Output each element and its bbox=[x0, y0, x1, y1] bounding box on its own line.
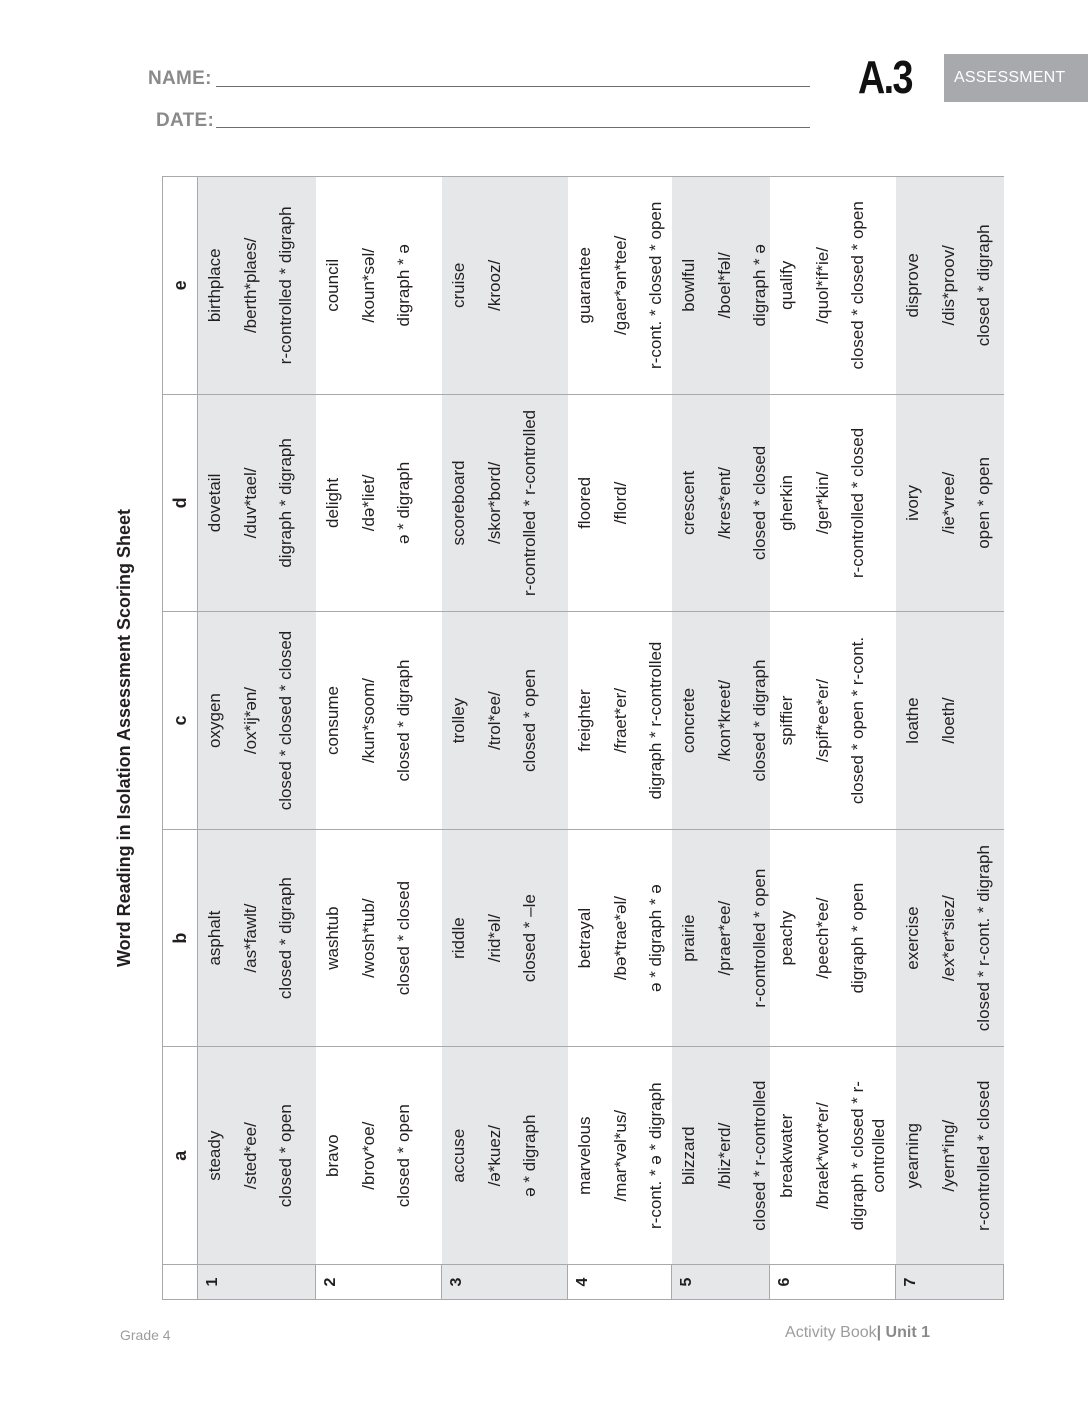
cell-word: cruise bbox=[448, 262, 468, 308]
cell-syllable-types: closed * digraph bbox=[393, 659, 413, 782]
cell-5b bbox=[672, 829, 770, 1047]
cell-phonetic: /flord/ bbox=[610, 481, 630, 525]
cell-phonetic: /sted*ee/ bbox=[241, 1122, 260, 1190]
footer-unit: | Unit 1 bbox=[876, 1324, 930, 1341]
cell-5d bbox=[672, 394, 770, 612]
cell-word: marvelous bbox=[574, 1116, 594, 1195]
cell-syllable-types: closed * digraph bbox=[749, 659, 769, 782]
cell-word: freighter bbox=[574, 689, 594, 752]
cell-7b bbox=[896, 829, 1004, 1047]
cell-word: riddle bbox=[448, 917, 468, 959]
cell-word: guarantee bbox=[574, 247, 594, 324]
cell-syllable-types: ə * digraph * ə bbox=[645, 884, 665, 992]
cell-phonetic: /kun*soom/ bbox=[358, 678, 378, 764]
cell-3d bbox=[442, 394, 568, 612]
row-number: 7 bbox=[896, 1265, 1004, 1300]
cell-word: ivory bbox=[902, 484, 922, 521]
cell-phonetic: /fraet*er/ bbox=[610, 687, 630, 754]
column-header-a: a bbox=[163, 1047, 198, 1265]
cell-phonetic: /rid*əl/ bbox=[484, 914, 504, 963]
cell-2a bbox=[316, 1047, 442, 1265]
cell-phonetic: /as*fawlt/ bbox=[241, 903, 260, 973]
cell-syllable-types: closed * r-cont. * digraph bbox=[973, 845, 993, 1032]
cell-2e bbox=[316, 177, 442, 395]
cell-word: gherkin bbox=[776, 475, 796, 531]
cell-word: birthplace bbox=[205, 248, 224, 323]
footer-book bbox=[785, 1324, 930, 1342]
cell-syllable-types: ə * digraph bbox=[519, 1114, 539, 1197]
name-line[interactable] bbox=[216, 86, 810, 87]
cell-3e bbox=[442, 177, 568, 395]
cell-6c bbox=[770, 612, 896, 830]
cell-word: scoreboard bbox=[448, 460, 468, 546]
cell-word: council bbox=[322, 258, 342, 312]
row-number: 6 bbox=[770, 1265, 896, 1300]
cell-phonetic: /ex*er*siez/ bbox=[938, 895, 958, 982]
cell-phonetic: /də*liet/ bbox=[358, 474, 378, 532]
cell-5c bbox=[672, 612, 770, 830]
cell-4e bbox=[568, 177, 672, 395]
cell-phonetic: /duv*tael/ bbox=[241, 467, 260, 539]
cell-syllable-types: r-cont. * closed * open bbox=[645, 201, 665, 369]
cell-word: dovetail bbox=[205, 473, 224, 533]
cell-phonetic: /wosh*tub/ bbox=[358, 898, 378, 978]
cell-syllable-types: digraph * closed * r-controlled bbox=[847, 1081, 888, 1231]
cell-syllable-types: closed * closed * closed bbox=[276, 630, 295, 811]
cell-4d bbox=[568, 394, 672, 612]
table-row bbox=[198, 177, 316, 1300]
cell-4b bbox=[568, 829, 672, 1047]
cell-6b bbox=[770, 829, 896, 1047]
cell-phonetic: /loeth/ bbox=[938, 697, 958, 744]
cell-word: prairie bbox=[678, 914, 698, 962]
cell-syllable-types: closed * digraph bbox=[276, 877, 295, 1000]
cell-1b bbox=[198, 829, 316, 1047]
row-number: 5 bbox=[672, 1265, 770, 1300]
table-row bbox=[316, 177, 442, 1300]
cell-syllable-types: digraph * open bbox=[847, 882, 867, 994]
name-label: NAME: bbox=[148, 68, 212, 89]
cell-syllable-types: r-controlled * closed bbox=[973, 1080, 993, 1231]
cell-word: washtub bbox=[322, 906, 342, 970]
cell-word: crescent bbox=[678, 470, 698, 536]
cell-syllable-types: r-cont. * ə * digraph bbox=[645, 1082, 665, 1229]
scoring-sheet bbox=[114, 176, 1000, 1300]
footer-book-title: Activity Book bbox=[785, 1324, 877, 1341]
cell-word: trolley bbox=[448, 697, 468, 744]
cell-7a bbox=[896, 1047, 1004, 1265]
cell-word: bravo bbox=[322, 1134, 342, 1177]
cell-1c bbox=[198, 612, 316, 830]
cell-phonetic: /krooz/ bbox=[484, 259, 504, 311]
cell-phonetic: /yern*ing/ bbox=[938, 1119, 958, 1192]
cell-syllable-types: ə * digraph bbox=[393, 461, 413, 545]
cell-syllable-types: closed * –le bbox=[519, 894, 539, 983]
cell-word: accuse bbox=[448, 1128, 468, 1183]
cell-word: qualify bbox=[776, 260, 796, 310]
table-body bbox=[198, 177, 1004, 1300]
cell-word: asphalt bbox=[205, 910, 224, 966]
cell-2b bbox=[316, 829, 442, 1047]
cell-3b bbox=[442, 829, 568, 1047]
cell-syllable-types: closed * closed * open bbox=[847, 201, 867, 370]
cell-3c bbox=[442, 612, 568, 830]
cell-syllable-types: closed * open bbox=[276, 1104, 295, 1208]
cell-4c bbox=[568, 612, 672, 830]
cell-phonetic: /praer*ee/ bbox=[714, 900, 734, 976]
cell-word: exercise bbox=[902, 906, 922, 970]
cell-word: delight bbox=[322, 477, 342, 528]
activity-code: A.3 bbox=[858, 51, 912, 103]
cell-syllable-types: digraph * r-controlled bbox=[645, 641, 665, 800]
cell-phonetic: /kon*kreet/ bbox=[714, 679, 734, 762]
column-header-e: e bbox=[163, 177, 198, 395]
column-header-b: b bbox=[163, 829, 198, 1047]
cell-phonetic: /braek*wot*er/ bbox=[812, 1102, 832, 1210]
assessment-tag: ASSESSMENT bbox=[944, 54, 1088, 102]
cell-syllable-types: r-controlled * open bbox=[749, 868, 769, 1008]
row-number: 4 bbox=[568, 1265, 672, 1300]
column-header-d: d bbox=[163, 394, 198, 612]
cell-phonetic: /kres*ent/ bbox=[714, 467, 734, 539]
cell-word: spiffier bbox=[776, 695, 796, 746]
cell-phonetic: /trol*ee/ bbox=[484, 691, 504, 750]
cell-word: bowlful bbox=[678, 258, 698, 312]
cell-word: loathe bbox=[902, 697, 922, 744]
cell-2d bbox=[316, 394, 442, 612]
date-label: DATE: bbox=[156, 110, 215, 131]
cell-phonetic: /spif*ee*er/ bbox=[812, 678, 832, 763]
cell-word: blizzard bbox=[678, 1126, 698, 1185]
cell-syllable-types: r-controlled * r-controlled bbox=[519, 409, 539, 596]
cell-1a bbox=[198, 1047, 316, 1265]
cell-7c bbox=[896, 612, 1004, 830]
cell-word: peachy bbox=[776, 910, 796, 966]
row-number: 3 bbox=[442, 1265, 568, 1300]
date-line[interactable] bbox=[216, 127, 810, 128]
cell-syllable-types: closed * closed bbox=[749, 445, 769, 561]
cell-word: steady bbox=[205, 1130, 224, 1181]
cell-word: concrete bbox=[678, 687, 698, 754]
cell-phonetic: /ə*kuez/ bbox=[484, 1124, 504, 1187]
cell-phonetic: /bə*trae*əl/ bbox=[610, 896, 630, 981]
cell-word: disprove bbox=[902, 253, 922, 318]
table-row bbox=[568, 177, 672, 1300]
cell-phonetic: /bliz*erd/ bbox=[714, 1122, 734, 1189]
cell-6a bbox=[770, 1047, 896, 1265]
footer-grade: Grade 4 bbox=[120, 1327, 171, 1343]
cell-phonetic: /ox*ij*ən/ bbox=[241, 686, 260, 755]
cell-word: floored bbox=[574, 476, 594, 529]
cell-word: breakwater bbox=[776, 1113, 796, 1198]
cell-phonetic: /skor*bord/ bbox=[484, 461, 504, 545]
cell-phonetic: /brov*oe/ bbox=[358, 1121, 378, 1190]
cell-word: yearning bbox=[902, 1123, 922, 1189]
cell-phonetic: /boel*fəl/ bbox=[714, 252, 734, 319]
cell-phonetic: /gaer*ən*tee/ bbox=[610, 235, 630, 335]
cell-phonetic: /peech*ee/ bbox=[812, 897, 832, 979]
header-row bbox=[163, 177, 198, 1300]
cell-1e bbox=[198, 177, 316, 395]
cell-syllable-types: open * open bbox=[973, 457, 993, 549]
scoring-table bbox=[162, 176, 1004, 1300]
cell-word: oxygen bbox=[205, 693, 224, 748]
row-number: 2 bbox=[316, 1265, 442, 1300]
cell-word: consume bbox=[322, 686, 342, 756]
cell-syllable-types: r-controlled * closed bbox=[847, 427, 867, 579]
cell-6d bbox=[770, 394, 896, 612]
cell-syllable-types: digraph * ə bbox=[749, 244, 769, 327]
sheet-title: Word Reading in Isolation Assessment Scoring Sheet bbox=[114, 508, 134, 968]
cell-syllable-types: closed * open * r-cont. bbox=[847, 636, 867, 805]
column-header-c: c bbox=[163, 612, 198, 830]
cell-3a bbox=[442, 1047, 568, 1265]
table-row bbox=[896, 177, 1004, 1300]
column-header-number bbox=[163, 1265, 198, 1300]
cell-syllable-types: r-controlled * digraph bbox=[276, 206, 295, 365]
cell-phonetic: /dis*proov/ bbox=[938, 245, 958, 326]
cell-syllable-types: closed * open bbox=[519, 669, 539, 773]
cell-phonetic: /koun*səl/ bbox=[358, 247, 378, 323]
cell-syllable-types: digraph * ə bbox=[393, 244, 413, 327]
cell-phonetic: /mar*vəl*us/ bbox=[610, 1109, 630, 1202]
cell-1d bbox=[198, 394, 316, 612]
cell-syllable-types: closed * r-controlled bbox=[749, 1080, 769, 1231]
table-row bbox=[442, 177, 568, 1300]
cell-4a bbox=[568, 1047, 672, 1265]
scoring-sheet-rotated bbox=[114, 176, 1000, 1300]
cell-5e bbox=[672, 177, 770, 395]
cell-syllable-types: digraph * digraph bbox=[276, 438, 295, 568]
cell-phonetic: /berth*plaes/ bbox=[241, 237, 260, 334]
cell-7d bbox=[896, 394, 1004, 612]
cell-5a bbox=[672, 1047, 770, 1265]
cell-syllable-types: closed * digraph bbox=[973, 224, 993, 347]
row-number: 1 bbox=[198, 1265, 316, 1300]
cell-2c bbox=[316, 612, 442, 830]
cell-phonetic: /ger*kin/ bbox=[812, 471, 832, 535]
cell-word: betrayal bbox=[574, 907, 594, 969]
table-row bbox=[672, 177, 770, 1300]
cell-syllable-types: closed * closed bbox=[393, 880, 413, 996]
cell-phonetic: /quol*if*ie/ bbox=[812, 247, 832, 324]
cell-phonetic: /ie*vree/ bbox=[938, 471, 958, 535]
cell-6e bbox=[770, 177, 896, 395]
cell-syllable-types: closed * open bbox=[393, 1104, 413, 1208]
cell-7e bbox=[896, 177, 1004, 395]
table-row bbox=[770, 177, 896, 1300]
